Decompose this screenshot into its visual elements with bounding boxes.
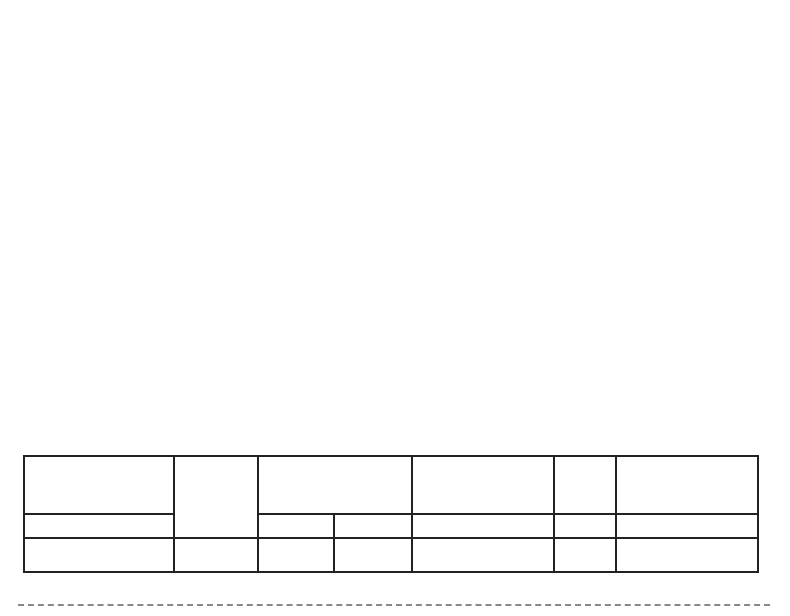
value-material <box>174 538 258 572</box>
value-belt-type <box>24 538 174 572</box>
spec-table <box>23 455 759 573</box>
sub-wet <box>334 514 412 538</box>
header-belt-type <box>24 456 174 514</box>
header-weight <box>554 456 616 514</box>
value-load <box>412 538 554 572</box>
header-backflex <box>616 456 758 514</box>
value-wet <box>334 538 412 572</box>
sub-weight-unit <box>554 514 616 538</box>
value-backflex <box>616 538 758 572</box>
header-working-load <box>412 456 554 514</box>
dashed-separator <box>18 604 770 606</box>
header-temperature <box>258 456 412 514</box>
header-belt-blank <box>24 514 174 538</box>
sub-load-unit <box>412 514 554 538</box>
sub-backflex-unit <box>616 514 758 538</box>
value-weight <box>554 538 616 572</box>
value-dry <box>258 538 334 572</box>
sub-dry <box>258 514 334 538</box>
header-material <box>174 456 258 538</box>
